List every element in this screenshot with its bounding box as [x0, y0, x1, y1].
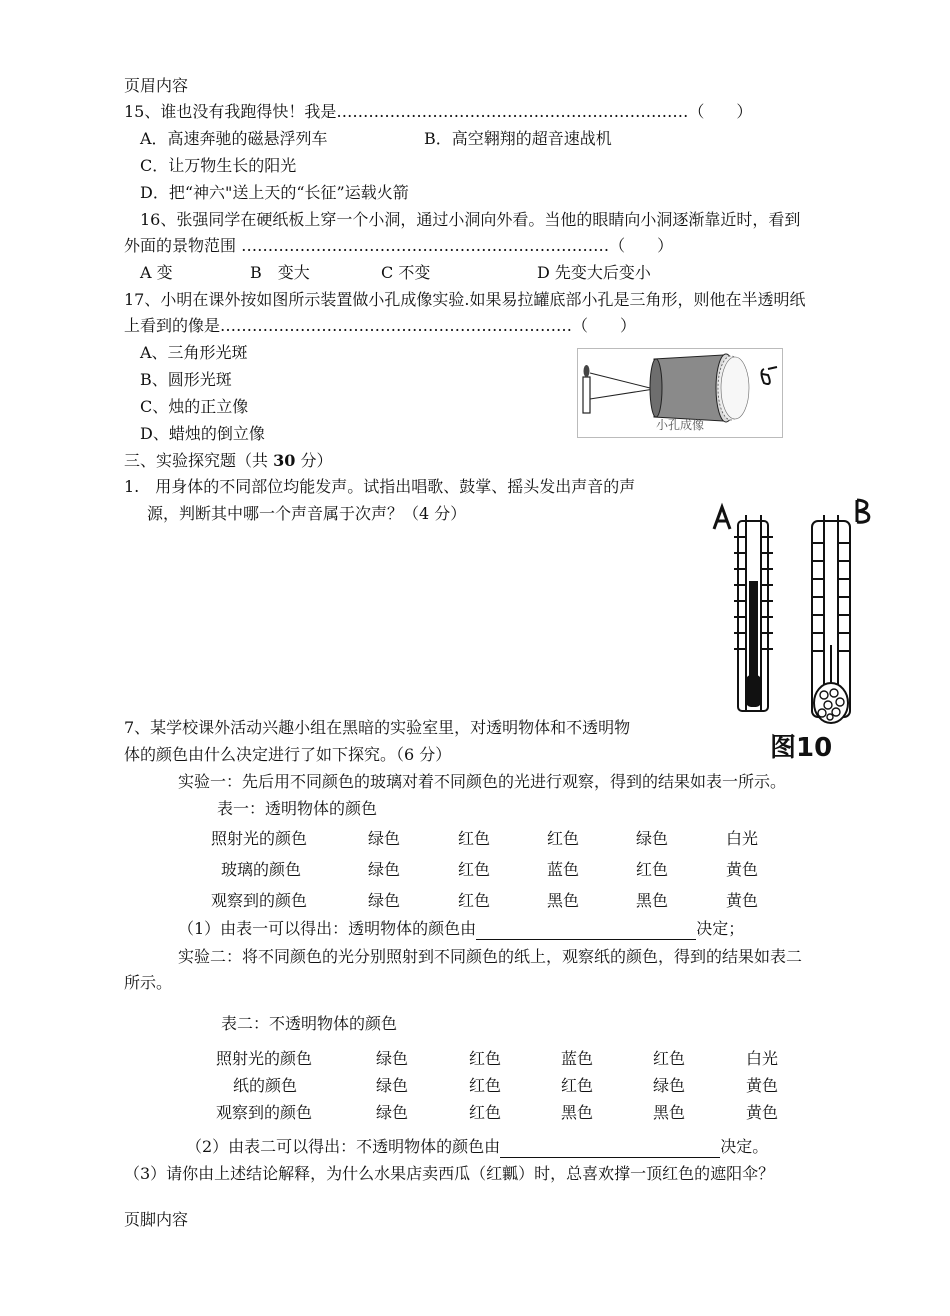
- e7-experiment2-line1: 实验二：将不同颜色的光分别照射到不同颜色的纸上，观察纸的颜色，得到的结果如表二: [178, 947, 803, 966]
- table1-cell: 黄色: [726, 860, 759, 879]
- e7-experiment2-line2: 所示。: [124, 973, 173, 992]
- table2-cell: 黑色: [653, 1103, 686, 1122]
- q16-option-d: D 先变大后变小: [537, 263, 651, 282]
- pinhole-caption: 小孔成像: [655, 418, 704, 432]
- table1-cell: 黑色: [547, 891, 580, 910]
- table2-cell: 白光: [746, 1049, 779, 1068]
- thermometer-drawing: [704, 495, 884, 765]
- q17-option-c: C、烛的正立像: [140, 397, 249, 416]
- table1-cell: 绿色: [636, 829, 669, 848]
- e7-q1-pre: （1）由表一可以得出：透明物体的颜色由: [178, 919, 477, 938]
- q16-stem-line2: 外面的景物范围 ……………………………………………………………（ ）: [124, 236, 674, 255]
- q17-stem-line2: 上看到的像是…………………………………………………………（ ）: [124, 316, 637, 335]
- e7-q2: [186, 1136, 768, 1158]
- table2-title: 表二：不透明物体的颜色: [221, 1014, 398, 1033]
- table1-cell: 红色: [636, 860, 669, 879]
- q16-stem-line1: 16、张强同学在硬纸板上穿一个小洞，通过小洞向外看。当他的眼睛向小洞逐渐靠近时，看到: [140, 210, 801, 229]
- table2-cell: 纸的颜色: [233, 1076, 298, 1095]
- section3-title-pre: 三、实验探究题（共: [124, 451, 274, 470]
- thermometer-figure: [704, 495, 884, 765]
- q15-option-d: D．把“神六"送上天的“长征”运载火箭: [140, 183, 409, 202]
- q15-option-b: B．高空翱翔的超音速战机: [424, 129, 612, 148]
- table1-title: 表一：透明物体的颜色: [217, 799, 378, 818]
- e1-line1: 1. 用身体的不同部位均能发声。试指出唱歌、鼓掌、摇头发出声音的声: [124, 477, 636, 496]
- table2-cell: 红色: [561, 1076, 594, 1095]
- fig10-caption: 图10: [770, 733, 833, 763]
- section3-title-score: 30: [273, 451, 296, 470]
- table2-cell: 绿色: [376, 1103, 409, 1122]
- table2-cell: 黑色: [561, 1103, 594, 1122]
- table1-cell: 黄色: [726, 891, 759, 910]
- table2-cell: 绿色: [376, 1076, 409, 1095]
- q15-stem: 15、谁也没有我跑得快！我是…………………………………………………………（ ）: [124, 102, 753, 121]
- e7-q1-post: 决定；: [696, 919, 745, 938]
- table2-cell: 绿色: [653, 1076, 686, 1095]
- q17-option-b: B、圆形光斑: [140, 370, 232, 389]
- pinhole-figure: [577, 348, 783, 438]
- table1-cell: 红色: [458, 860, 491, 879]
- page-footer: 页脚内容: [124, 1210, 189, 1229]
- table1-cell: 红色: [458, 891, 491, 910]
- table1-cell: 照射光的颜色: [211, 829, 308, 848]
- q17-stem-line1: 17、小明在课外按如图所示装置做小孔成像实验.如果易拉罐底部小孔是三角形，则他在半透明纸: [124, 290, 806, 309]
- e7-q1: [178, 918, 744, 940]
- table2-cell: 黄色: [746, 1076, 779, 1095]
- table1-cell: 观察到的颜色: [211, 891, 308, 910]
- page-header: 页眉内容: [124, 76, 189, 95]
- table2-cell: 红色: [469, 1103, 502, 1122]
- table2-cell: 蓝色: [561, 1049, 594, 1068]
- e7-q2-answer-blank[interactable]: [500, 1139, 720, 1158]
- q15-option-a: A．高速奔驰的磁悬浮列车: [140, 129, 328, 148]
- e7-experiment1: 实验一：先后用不同颜色的玻璃对着不同颜色的光进行观察，得到的结果如表一所示。: [178, 772, 787, 791]
- q16-option-a: A 变: [140, 263, 173, 282]
- table1-cell: 绿色: [368, 829, 401, 848]
- e7-q2-post: 决定。: [720, 1137, 769, 1156]
- e1-line2: 源，判断其中哪一个声音属于次声？（4 分）: [147, 504, 467, 523]
- e7-line1: 7、某学校课外活动兴趣小组在黑暗的实验室里，对透明物体和不透明物: [124, 718, 631, 737]
- table1-cell: 红色: [458, 829, 491, 848]
- table2-cell: 绿色: [376, 1049, 409, 1068]
- e7-q2-pre: （2）由表二可以得出：不透明物体的颜色由: [186, 1137, 501, 1156]
- table2-cell: 红色: [469, 1076, 502, 1095]
- e7-q1-answer-blank[interactable]: [476, 921, 696, 940]
- section3-title-post: 分）: [295, 451, 333, 470]
- table1-cell: 白光: [726, 829, 759, 848]
- table1-cell: 玻璃的颜色: [221, 860, 302, 879]
- table1-cell: 红色: [547, 829, 580, 848]
- table1-cell: 黑色: [636, 891, 669, 910]
- table1-cell: 绿色: [368, 860, 401, 879]
- table2-cell: 黄色: [746, 1103, 779, 1122]
- table2-cell: 红色: [653, 1049, 686, 1068]
- q17-option-a: A、三角形光斑: [140, 343, 248, 362]
- q15-option-c: C．让万物生长的阳光: [140, 156, 297, 175]
- e7-q3: （3）请你由上述结论解释，为什么水果店卖西瓜（红瓤）时，总喜欢撑一顶红色的遮阳伞？: [124, 1164, 775, 1183]
- q16-option-b: B 变大: [250, 263, 310, 282]
- e7-line2: 体的颜色由什么决定进行了如下探究。（6 分）: [124, 745, 452, 764]
- section3-title: [124, 450, 332, 472]
- table2-cell: 红色: [469, 1049, 502, 1068]
- table1-cell: 蓝色: [547, 860, 580, 879]
- q16-option-c: C 不变: [381, 263, 431, 282]
- q17-option-d: D、蜡烛的倒立像: [140, 424, 265, 443]
- table2-cell: 照射光的颜色: [216, 1049, 313, 1068]
- table2-cell: 观察到的颜色: [216, 1103, 313, 1122]
- table1-cell: 绿色: [368, 891, 401, 910]
